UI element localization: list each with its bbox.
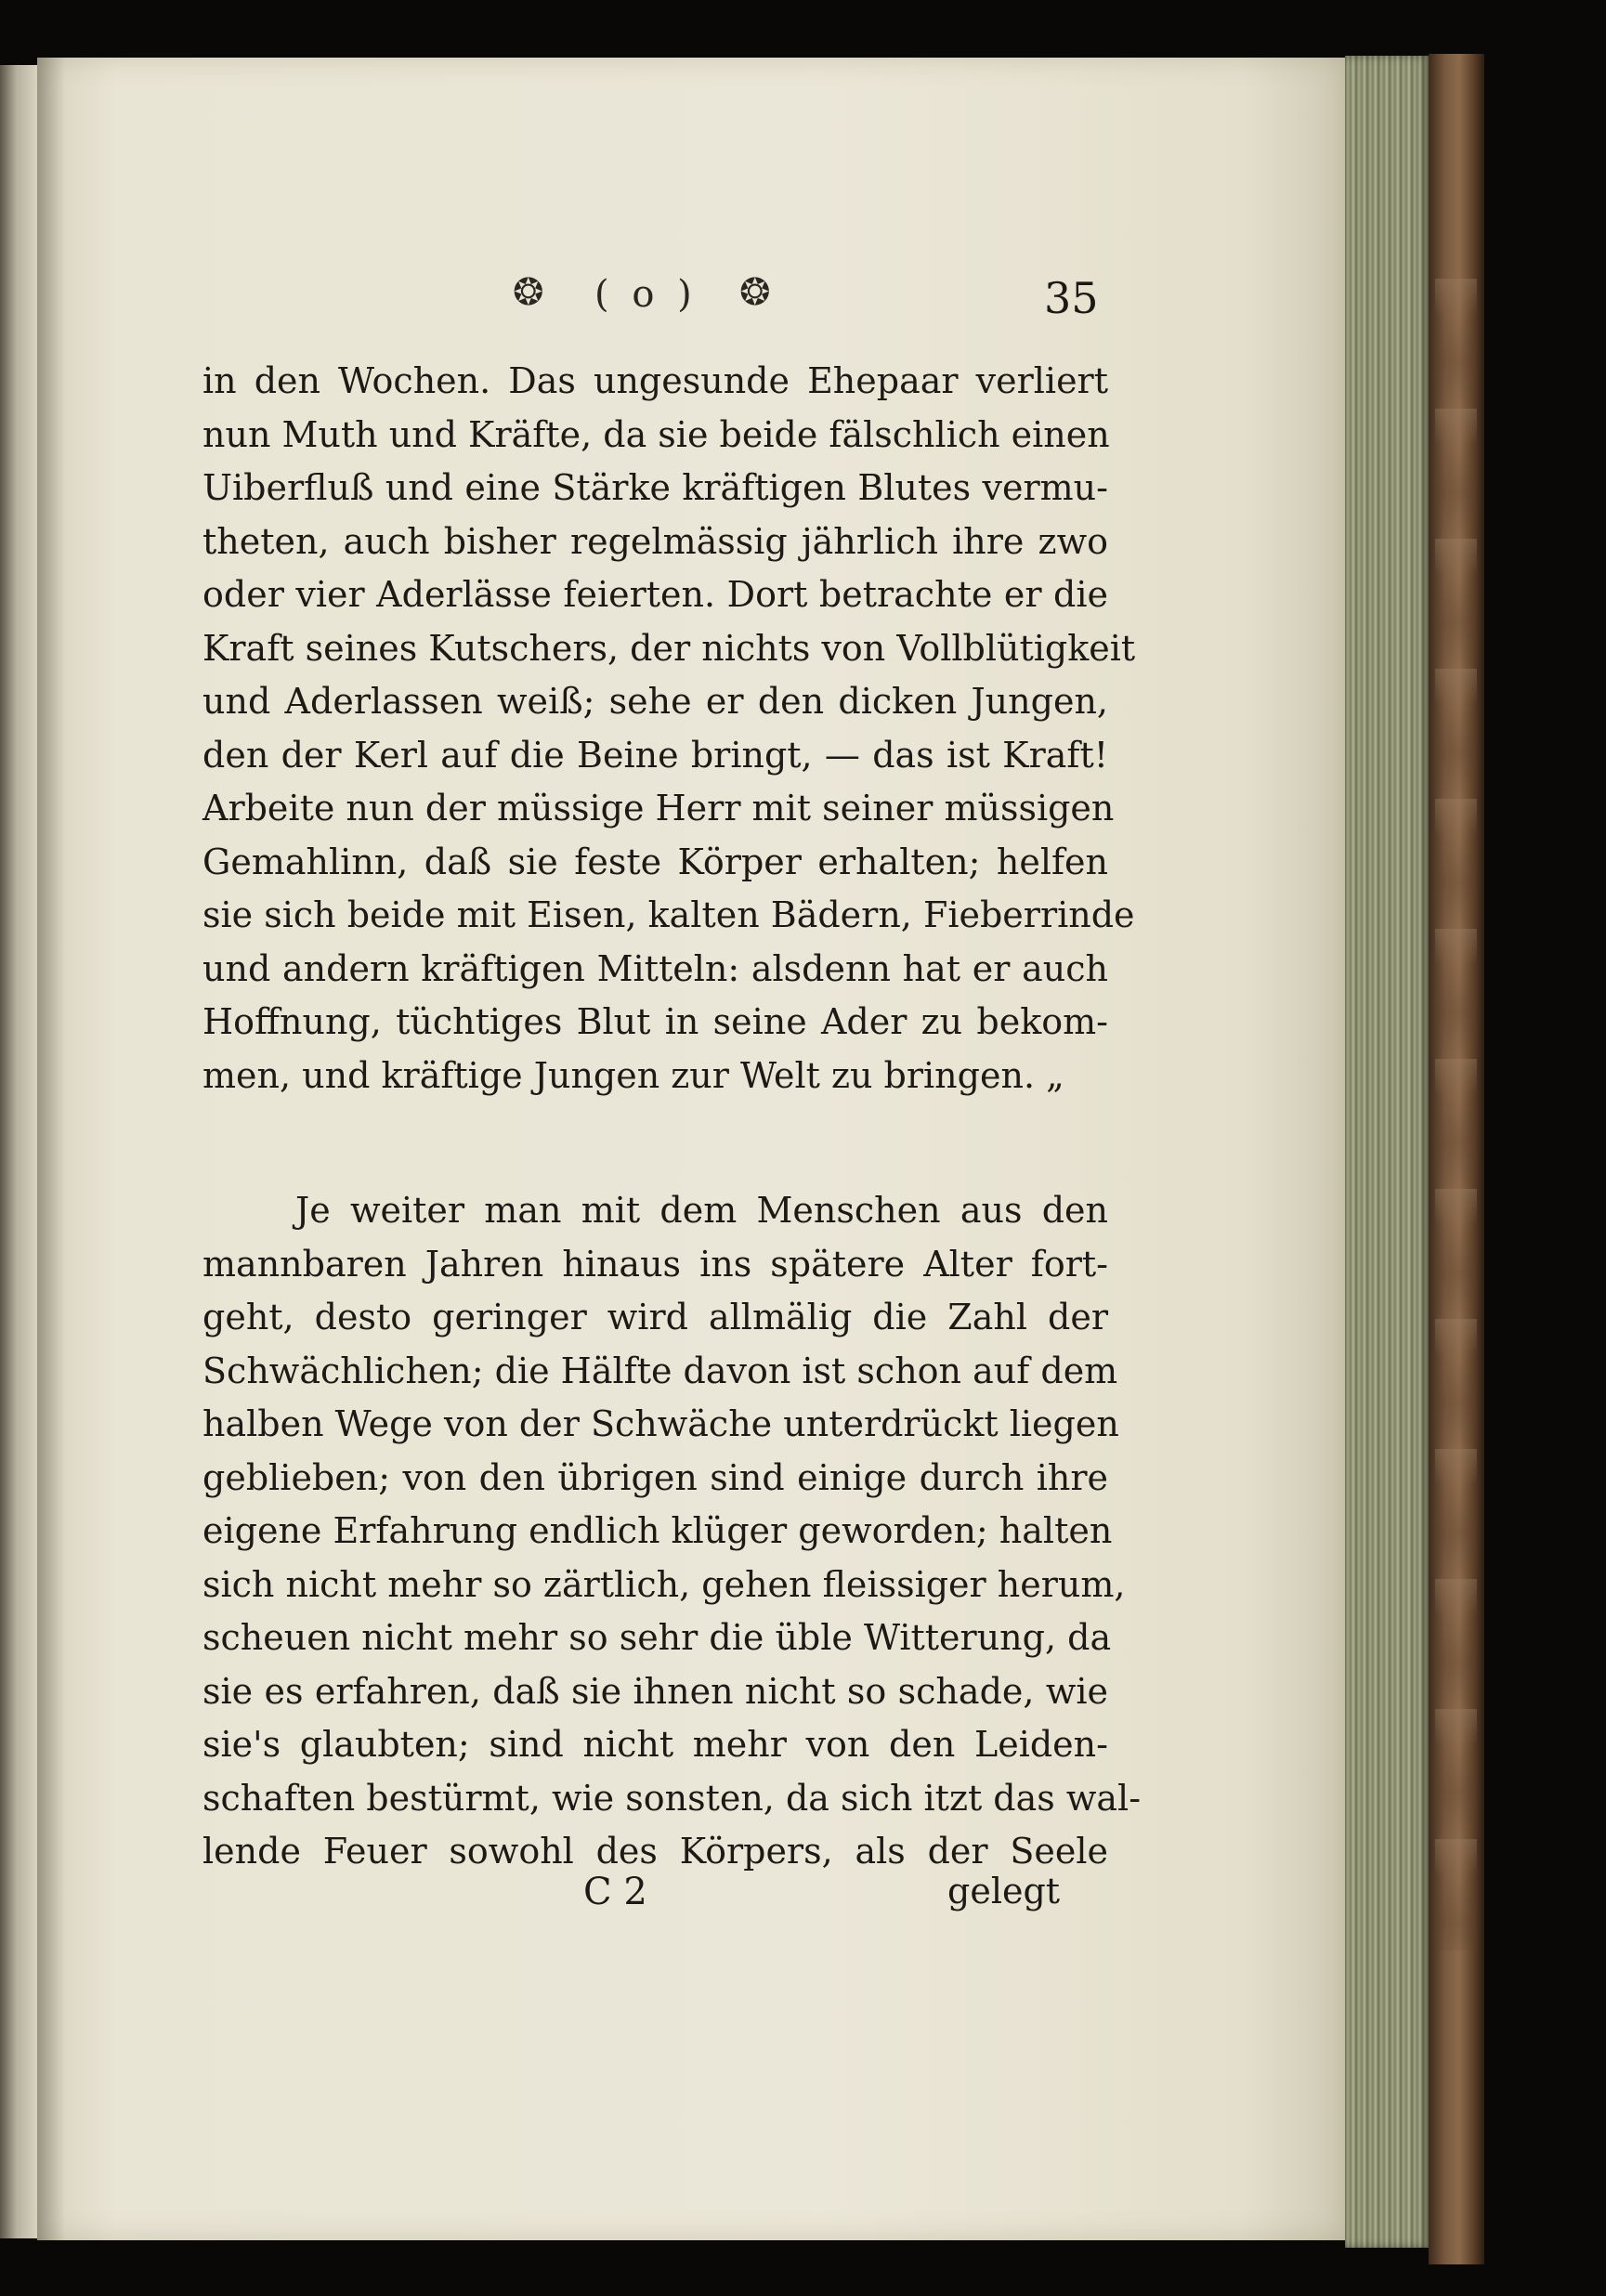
page-footer — [0, 1871, 1606, 1926]
ornament-right-icon: ❂ — [739, 271, 771, 314]
text-line: in den Wochen. Das ungesunde Ehepaar verliert — [202, 360, 1108, 401]
text-line: Gemahlinn, daß sie feste Körper erhalten; helfen — [202, 841, 1108, 882]
text-line: eigene Erfahrung endlich klüger geworden; halten — [202, 1510, 1113, 1551]
text-line: sie's glaubten; sind nicht mehr von den Leiden- — [202, 1724, 1108, 1765]
catchword: gelegt — [947, 1871, 1061, 1911]
text-line: Uiberfluß und eine Stärke kräftigen Blutes vermu- — [202, 467, 1108, 508]
text-line: Hoffnung, tüchtiges Blut in seine Ader zu bekom- — [202, 1001, 1108, 1042]
text-line: den der Kerl auf die Beine bringt, — das ist Kraft! — [202, 734, 1108, 776]
text-line: Je weiter man mit dem Menschen aus den — [295, 1190, 1108, 1231]
page-number: 35 — [1044, 273, 1099, 323]
text-line: Schwächlichen; die Hälfte davon ist schon auf dem — [202, 1350, 1118, 1391]
ornament-left-icon: ❂ — [513, 271, 544, 314]
paragraph-gap — [202, 1102, 1108, 1184]
text-line: lende Feuer sowohl des Körpers, als der Seele — [202, 1831, 1108, 1872]
text-line: oder vier Aderlässe feierten. Dort betrachte er die — [202, 574, 1108, 615]
running-head: ( o ) — [594, 273, 698, 316]
text-line: halben Wege von der Schwäche unterdrückt liegen — [202, 1403, 1119, 1444]
signature-mark: C 2 — [583, 1871, 647, 1913]
text-line: Arbeite nun der müssige Herr mit seiner müssigen — [202, 788, 1115, 828]
page-header — [0, 271, 1606, 327]
text-line: Kraft seines Kutschers, der nichts von Vollblütigkeit — [202, 627, 1136, 669]
text-line: men, und kräftige Jungen zur Welt zu bringen. „ — [202, 1054, 1064, 1096]
text-line: geht, desto geringer wird allmälig die Zahl der — [202, 1297, 1108, 1337]
text-line: und andern kräftigen Mitteln: alsdenn hat er auch — [202, 947, 1108, 989]
text-line: nun Muth und Kräfte, da sie beide fälschlich einen — [202, 413, 1110, 455]
text-line: sie sich beide mit Eisen, kalten Bädern, Fieberrinde — [202, 894, 1135, 935]
text-line: scheuen nicht mehr so sehr die üble Witterung, da — [202, 1617, 1112, 1658]
cover-texture — [1435, 279, 1477, 1950]
body-text — [202, 355, 1142, 1879]
text-line: theten, auch bisher regelmässig jährlich ihre zwo — [202, 520, 1108, 562]
paragraph-2 — [202, 1184, 1142, 1879]
text-line: mannbaren Jahren hinaus ins spätere Alter fort- — [202, 1243, 1108, 1285]
text-line: sich nicht mehr so zärtlich, gehen fleissiger herum, — [202, 1563, 1126, 1605]
text-line: schaften bestürmt, wie sonsten, da sich itzt das wal- — [202, 1777, 1142, 1819]
text-line: und Aderlassen weiß; sehe er den dicken Jungen, — [202, 681, 1108, 722]
text-line: sie es erfahren, daß sie ihnen nicht so schade, wie — [202, 1670, 1108, 1712]
text-line: geblieben; von den übrigen sind einige durch ihre — [202, 1456, 1108, 1498]
paragraph-1 — [202, 355, 1136, 1102]
